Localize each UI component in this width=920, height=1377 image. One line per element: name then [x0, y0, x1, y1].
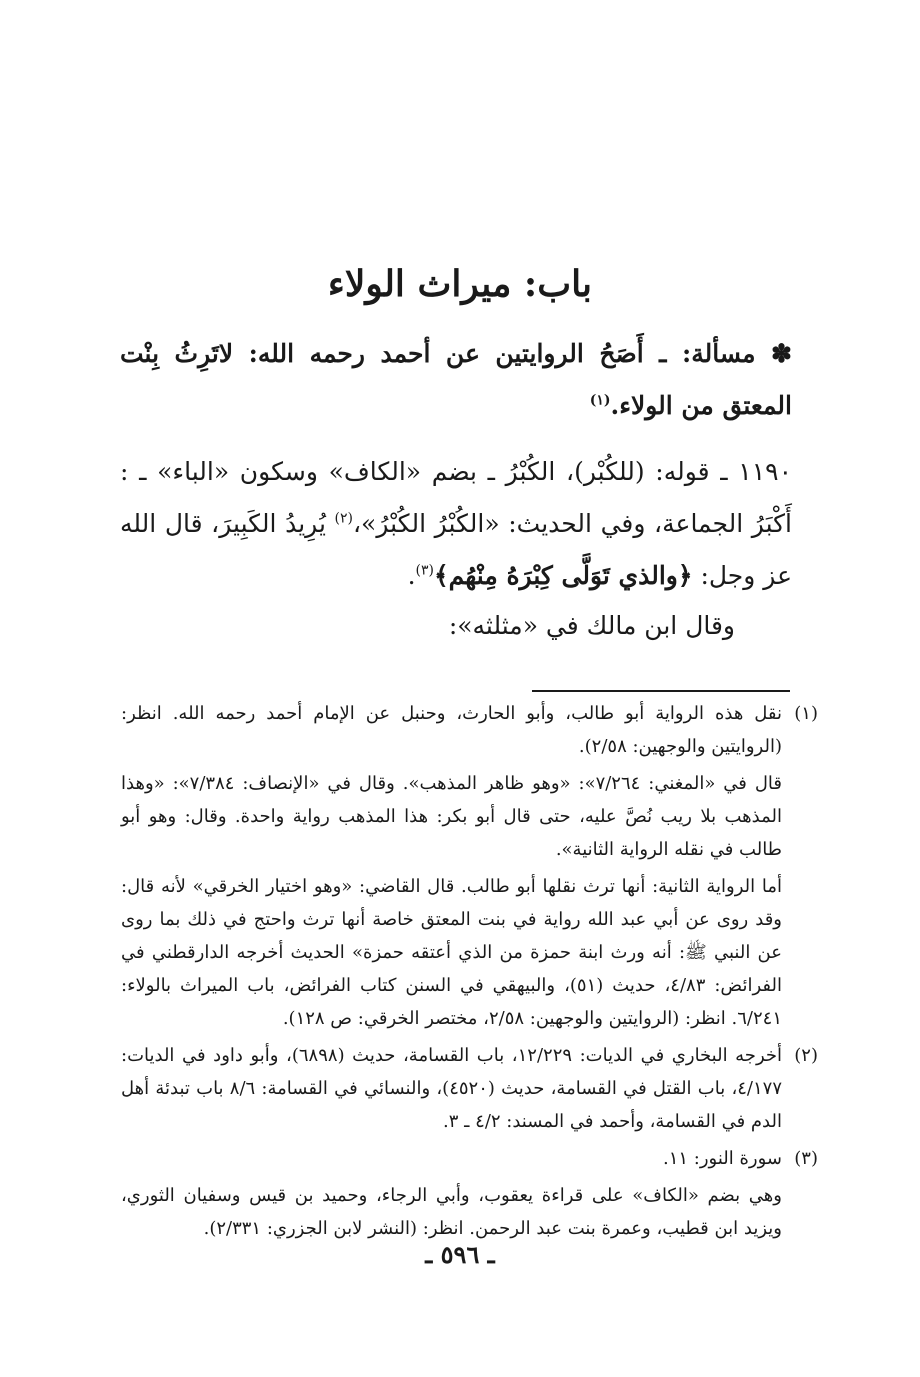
page-number: ـ ٥٩٦ ـ — [425, 1240, 495, 1269]
footnote-paragraph: أما الرواية الثانية: أنها ترث نقلها أبو طالب. قال القاضي: «وهو اختيار الخرقي» لأنه قال: وقد روى عن أبي عبد الله رواية في بنت المعتق خاصة أنها ترث واحتج في ذلك بما روى عن النبي ﷺ: أنه ورث ابنة حمزة من الذي أعتقه حمزة» الحديث أخرجه الدارقطني في الفرائض: ٤/٨٣، حديث (٥١)، والبيهقي في السنن كتاب الفرائض، باب الميراث بالولاء: ٦/٢٤١. انظر: (الروايتين والوجهين: ٢/٥٨، مختصر الخرقي: ص ١٢٨). — [121, 876, 782, 1029]
footnote-3 — [121, 1142, 818, 1249]
footnote-body — [121, 697, 782, 1039]
footnote-1 — [121, 697, 818, 1039]
quote-intro: وقال ابن مالك في «مثلثه»: — [448, 611, 735, 640]
entry-text-part3: . — [407, 561, 416, 590]
footnote-paragraph: نقل هذه الرواية أبو طالب، وأبو الحارث، وحنبل عن الإمام أحمد رحمه الله. انظر: (الروايتين والوجهين: ٢/٥٨). — [121, 703, 782, 757]
footnote-number: (٢) — [794, 1045, 818, 1066]
footnote-body — [121, 1039, 782, 1142]
entry-paragraph — [120, 446, 792, 602]
footnote-paragraph: وهي بضم «الكاف» على قراءة يعقوب، وأبي الرجاء، وحميد بن قيس وسفيان الثوري، ويزيد ابن قطيب، وعمرة بنت عبد الرحمن. انظر: (النشر لابن الجزري: ٢/٣٣١). — [121, 1185, 782, 1239]
footnote-separator — [532, 690, 790, 692]
entry-text-part1: ١١٩٠ ـ قوله: (للكُبْر)، الكُبْرُ ـ بضم «الكاف» وسكون «الباء» ـ : أَكْبَرُ الجماعة، وفي الحديث: «الكُبْرُ الكُبْرُ»، — [120, 457, 792, 538]
footnote-ref-2: (٢) — [334, 510, 353, 527]
footnote-2 — [121, 1039, 818, 1142]
footnote-paragraph: سورة النور: ١١. — [663, 1148, 782, 1169]
footnotes — [121, 697, 818, 1249]
footnote-paragraph: أخرجه البخاري في الديات: ١٢/٢٢٩، باب القسامة، حديث (٦٨٩٨)، وأبو داود في الديات: ٤/١٧٧، باب القتل في القسامة، حديث (٤٥٢٠)، والنسائي في القسامة: ٨/٦ باب تبدئة أهل الدم في القسامة، وأحمد في المسند: ٤/٢ ـ ٣. — [121, 1045, 783, 1132]
footnote-paragraph: قال في «المغني: ٧/٢٦٤»: «وهو ظاهر المذهب». وقال في «الإنصاف: ٧/٣٨٤»: «وهذا المذهب بلا ريب نُصَّ عليه، حتى قال أبو بكر: هذا المذهب رواية واحدة. وقال: وهو أبو طالب في نقله الرواية الثانية». — [121, 773, 782, 860]
footnote-number: (١) — [794, 703, 818, 724]
entry-text-part2: يُرِيدُ الكَبِيرَ، قال الله عز وجل: — [120, 509, 792, 590]
issue-paragraph — [120, 328, 792, 432]
footnote-ref-3: (٣) — [415, 562, 434, 579]
issue-text: ✽ مسألة: ـ أَصَحُ الروايتين عن أحمد رحمه الله: لاتَرِثُ بِنْت المعتق من الولاء. — [120, 339, 792, 420]
quran-verse: ﴿والذي تَوَلَّى كِبْرَهُ مِنْهُم﴾ — [434, 561, 693, 590]
footnote-ref-1: (١) — [589, 392, 611, 409]
chapter-title: باب: ميراث الولاء — [327, 263, 593, 305]
footnote-number: (٣) — [794, 1148, 818, 1169]
footnote-body — [121, 1142, 782, 1249]
